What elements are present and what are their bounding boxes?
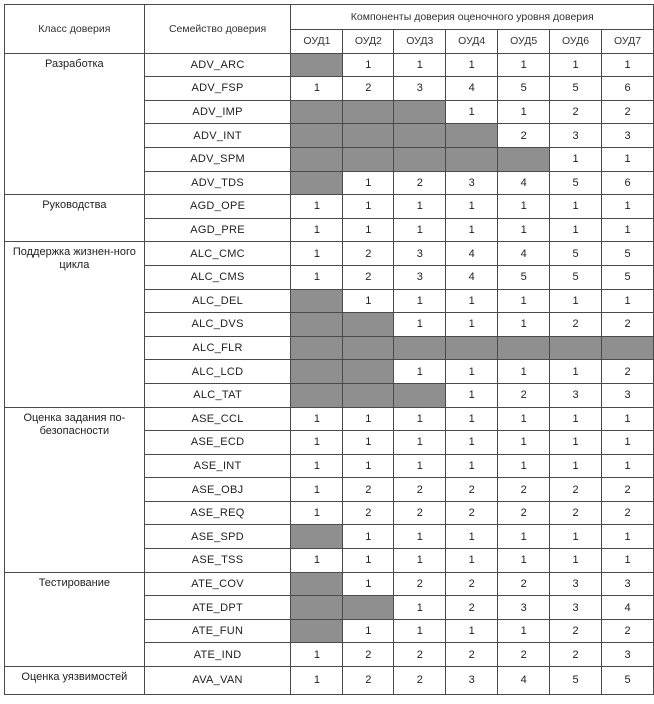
table-row	[5, 667, 654, 695]
level-value-cell: 3	[394, 265, 446, 289]
assurance-table	[4, 4, 654, 695]
level-value-cell: 2	[343, 242, 394, 266]
level-value-cell: 1	[343, 195, 394, 219]
level-value-cell: 2	[498, 383, 550, 407]
level-value-cell: 1	[291, 478, 343, 502]
family-cell: ALC_FLR	[144, 336, 291, 360]
family-cell: ATE_DPT	[144, 596, 291, 620]
level-value-cell: 1	[291, 454, 343, 478]
level-value-cell: 1	[550, 525, 602, 549]
empty-level-cell	[394, 383, 446, 407]
level-value-cell: 1	[394, 195, 446, 219]
family-cell: ALC_CMC	[144, 242, 291, 266]
level-value-cell: 2	[498, 501, 550, 525]
family-cell: ATE_FUN	[144, 619, 291, 643]
level-value-cell: 1	[446, 407, 498, 431]
level-value-cell: 1	[498, 454, 550, 478]
level-value-cell: 1	[291, 195, 343, 219]
level-value-cell: 1	[394, 431, 446, 455]
family-cell: ALC_CMS	[144, 265, 291, 289]
level-value-cell: 1	[550, 147, 602, 171]
header-family: Семейство доверия	[144, 5, 291, 54]
level-value-cell: 1	[446, 431, 498, 455]
empty-level-cell	[446, 124, 498, 148]
empty-level-cell	[291, 383, 343, 407]
level-value-cell: 1	[343, 525, 394, 549]
empty-level-cell	[291, 619, 343, 643]
level-value-cell: 3	[550, 124, 602, 148]
level-value-cell: 1	[446, 218, 498, 242]
family-cell: AGD_OPE	[144, 195, 291, 219]
level-value-cell: 1	[291, 549, 343, 573]
level-value-cell: 1	[343, 549, 394, 573]
empty-level-cell	[291, 572, 343, 596]
level-value-cell: 1	[446, 289, 498, 313]
table-row	[5, 242, 654, 266]
level-value-cell: 1	[394, 525, 446, 549]
level-value-cell: 3	[446, 667, 498, 695]
level-value-cell: 3	[550, 572, 602, 596]
level-value-cell: 2	[498, 643, 550, 667]
level-value-cell: 2	[343, 501, 394, 525]
empty-level-cell	[343, 336, 394, 360]
family-cell: ALC_DVS	[144, 313, 291, 337]
empty-level-cell	[291, 289, 343, 313]
level-value-cell: 1	[550, 360, 602, 384]
level-value-cell: 1	[394, 619, 446, 643]
family-cell: ASE_SPD	[144, 525, 291, 549]
level-value-cell: 5	[602, 265, 654, 289]
level-value-cell: 1	[550, 289, 602, 313]
class-cell: Оценка задания по-безопасности	[5, 407, 145, 572]
level-value-cell: 1	[498, 407, 550, 431]
level-value-cell: 5	[498, 77, 550, 101]
level-value-cell: 2	[602, 619, 654, 643]
level-value-cell: 1	[291, 77, 343, 101]
level-value-cell: 1	[498, 549, 550, 573]
class-cell: Поддержка жизнен-ного цикла	[5, 242, 145, 407]
level-value-cell: 1	[394, 53, 446, 77]
empty-level-cell	[446, 336, 498, 360]
level-value-cell: 4	[446, 77, 498, 101]
header-level: ОУД7	[602, 30, 654, 54]
level-value-cell: 5	[550, 667, 602, 695]
level-value-cell: 1	[394, 454, 446, 478]
level-value-cell: 1	[602, 218, 654, 242]
level-value-cell: 4	[446, 242, 498, 266]
level-value-cell: 1	[343, 619, 394, 643]
level-value-cell: 1	[394, 289, 446, 313]
header-level: ОУД4	[446, 30, 498, 54]
empty-level-cell	[291, 100, 343, 124]
header-level: ОУД3	[394, 30, 446, 54]
level-value-cell: 2	[343, 77, 394, 101]
level-value-cell: 1	[498, 360, 550, 384]
level-value-cell: 1	[550, 53, 602, 77]
level-value-cell: 1	[291, 431, 343, 455]
family-cell: ASE_ECD	[144, 431, 291, 455]
level-value-cell: 3	[602, 124, 654, 148]
table-row	[5, 407, 654, 431]
empty-level-cell	[291, 124, 343, 148]
level-value-cell: 2	[550, 478, 602, 502]
class-cell: Разработка	[5, 53, 145, 195]
level-value-cell: 1	[498, 525, 550, 549]
level-value-cell: 1	[498, 313, 550, 337]
table-row	[5, 572, 654, 596]
level-value-cell: 1	[602, 195, 654, 219]
level-value-cell: 1	[602, 525, 654, 549]
level-value-cell: 2	[394, 478, 446, 502]
empty-level-cell	[291, 147, 343, 171]
level-value-cell: 4	[498, 171, 550, 195]
level-value-cell: 3	[498, 596, 550, 620]
family-cell: ALC_TAT	[144, 383, 291, 407]
level-value-cell: 6	[602, 77, 654, 101]
family-cell: ADV_FSP	[144, 77, 291, 101]
level-value-cell: 5	[602, 667, 654, 695]
family-cell: ADV_TDS	[144, 171, 291, 195]
level-value-cell: 1	[343, 407, 394, 431]
level-value-cell: 1	[550, 407, 602, 431]
level-value-cell: 2	[343, 265, 394, 289]
level-value-cell: 2	[343, 478, 394, 502]
family-cell: ASE_TSS	[144, 549, 291, 573]
level-value-cell: 2	[446, 501, 498, 525]
empty-level-cell	[394, 100, 446, 124]
level-value-cell: 1	[498, 100, 550, 124]
level-value-cell: 5	[550, 171, 602, 195]
empty-level-cell	[291, 171, 343, 195]
level-value-cell: 2	[602, 360, 654, 384]
empty-level-cell	[291, 313, 343, 337]
level-value-cell: 2	[498, 124, 550, 148]
level-value-cell: 4	[498, 242, 550, 266]
level-value-cell: 2	[602, 100, 654, 124]
family-cell: ALC_LCD	[144, 360, 291, 384]
level-value-cell: 1	[550, 454, 602, 478]
empty-level-cell	[291, 525, 343, 549]
family-cell: ASE_CCL	[144, 407, 291, 431]
assurance-table-container	[4, 4, 654, 695]
level-value-cell: 1	[446, 454, 498, 478]
level-value-cell: 1	[550, 431, 602, 455]
level-value-cell: 2	[394, 171, 446, 195]
level-value-cell: 4	[498, 667, 550, 695]
family-cell: AGD_PRE	[144, 218, 291, 242]
level-value-cell: 1	[550, 218, 602, 242]
level-value-cell: 2	[446, 478, 498, 502]
family-cell: AVA_VAN	[144, 667, 291, 695]
family-cell: ADV_SPM	[144, 147, 291, 171]
level-value-cell: 1	[602, 549, 654, 573]
family-cell: ADV_ARC	[144, 53, 291, 77]
level-value-cell: 1	[498, 289, 550, 313]
level-value-cell: 2	[394, 572, 446, 596]
level-value-cell: 3	[602, 643, 654, 667]
level-value-cell: 1	[602, 53, 654, 77]
level-value-cell: 5	[550, 77, 602, 101]
level-value-cell: 1	[602, 289, 654, 313]
level-value-cell: 1	[343, 218, 394, 242]
level-value-cell: 2	[602, 501, 654, 525]
level-value-cell: 2	[550, 100, 602, 124]
level-value-cell: 2	[550, 313, 602, 337]
empty-level-cell	[343, 596, 394, 620]
empty-level-cell	[498, 336, 550, 360]
level-value-cell: 1	[291, 265, 343, 289]
family-cell: ASE_OBJ	[144, 478, 291, 502]
level-value-cell: 2	[394, 501, 446, 525]
empty-level-cell	[343, 147, 394, 171]
level-value-cell: 1	[394, 407, 446, 431]
level-value-cell: 5	[498, 265, 550, 289]
level-value-cell: 1	[291, 643, 343, 667]
level-value-cell: 1	[291, 218, 343, 242]
level-value-cell: 1	[446, 383, 498, 407]
level-value-cell: 1	[602, 147, 654, 171]
level-value-cell: 1	[343, 289, 394, 313]
level-value-cell: 2	[343, 643, 394, 667]
empty-level-cell	[602, 336, 654, 360]
family-cell: ADV_INT	[144, 124, 291, 148]
empty-level-cell	[394, 147, 446, 171]
empty-level-cell	[343, 100, 394, 124]
level-value-cell: 1	[498, 619, 550, 643]
header-level: ОУД5	[498, 30, 550, 54]
level-value-cell: 1	[602, 431, 654, 455]
level-value-cell: 1	[446, 525, 498, 549]
header-components: Компоненты доверия оценочного уровня доверия	[291, 5, 654, 30]
level-value-cell: 2	[343, 667, 394, 695]
level-value-cell: 2	[550, 501, 602, 525]
level-value-cell: 2	[446, 572, 498, 596]
table-row	[5, 195, 654, 219]
level-value-cell: 1	[394, 313, 446, 337]
level-value-cell: 2	[498, 478, 550, 502]
empty-level-cell	[343, 383, 394, 407]
level-value-cell: 2	[550, 619, 602, 643]
level-value-cell: 1	[446, 619, 498, 643]
level-value-cell: 1	[343, 454, 394, 478]
level-value-cell: 2	[394, 643, 446, 667]
level-value-cell: 1	[446, 195, 498, 219]
level-value-cell: 1	[498, 195, 550, 219]
level-value-cell: 1	[343, 53, 394, 77]
level-value-cell: 1	[343, 431, 394, 455]
level-value-cell: 2	[550, 643, 602, 667]
level-value-cell: 3	[446, 171, 498, 195]
family-cell: ASE_REQ	[144, 501, 291, 525]
level-value-cell: 1	[446, 100, 498, 124]
level-value-cell: 1	[446, 313, 498, 337]
family-cell: ATE_COV	[144, 572, 291, 596]
empty-level-cell	[291, 596, 343, 620]
class-cell: Оценка уязвимостей	[5, 667, 145, 695]
level-value-cell: 1	[498, 431, 550, 455]
header-level: ОУД6	[550, 30, 602, 54]
level-value-cell: 5	[550, 265, 602, 289]
level-value-cell: 4	[602, 596, 654, 620]
level-value-cell: 2	[446, 596, 498, 620]
level-value-cell: 3	[602, 383, 654, 407]
level-value-cell: 2	[446, 643, 498, 667]
level-value-cell: 1	[394, 360, 446, 384]
family-cell: ALC_DEL	[144, 289, 291, 313]
level-value-cell: 3	[550, 383, 602, 407]
level-value-cell: 1	[343, 572, 394, 596]
level-value-cell: 1	[291, 242, 343, 266]
level-value-cell: 1	[343, 171, 394, 195]
level-value-cell: 1	[291, 501, 343, 525]
level-value-cell: 3	[394, 77, 446, 101]
level-value-cell: 2	[394, 667, 446, 695]
empty-level-cell	[343, 313, 394, 337]
level-value-cell: 3	[602, 572, 654, 596]
level-value-cell: 2	[498, 572, 550, 596]
level-value-cell: 1	[498, 53, 550, 77]
level-value-cell: 5	[550, 242, 602, 266]
level-value-cell: 1	[498, 218, 550, 242]
level-value-cell: 2	[602, 478, 654, 502]
table-row	[5, 53, 654, 77]
level-value-cell: 1	[394, 549, 446, 573]
empty-level-cell	[394, 336, 446, 360]
table-body	[5, 53, 654, 694]
level-value-cell: 1	[446, 53, 498, 77]
level-value-cell: 1	[550, 195, 602, 219]
class-cell: Тестирование	[5, 572, 145, 666]
level-value-cell: 1	[291, 667, 343, 695]
level-value-cell: 3	[550, 596, 602, 620]
empty-level-cell	[291, 360, 343, 384]
level-value-cell: 2	[602, 313, 654, 337]
header-level: ОУД1	[291, 30, 343, 54]
class-cell: Руководства	[5, 195, 145, 242]
level-value-cell: 1	[446, 360, 498, 384]
empty-level-cell	[550, 336, 602, 360]
header-class: Класс доверия	[5, 5, 145, 54]
level-value-cell: 1	[602, 407, 654, 431]
level-value-cell: 1	[291, 407, 343, 431]
level-value-cell: 3	[394, 242, 446, 266]
level-value-cell: 1	[602, 454, 654, 478]
level-value-cell: 6	[602, 171, 654, 195]
header-level: ОУД2	[343, 30, 394, 54]
family-cell: ASE_INT	[144, 454, 291, 478]
level-value-cell: 1	[550, 549, 602, 573]
level-value-cell: 1	[446, 549, 498, 573]
empty-level-cell	[394, 124, 446, 148]
level-value-cell: 4	[446, 265, 498, 289]
level-value-cell: 1	[394, 596, 446, 620]
family-cell: ATE_IND	[144, 643, 291, 667]
empty-level-cell	[291, 336, 343, 360]
family-cell: ADV_IMP	[144, 100, 291, 124]
level-value-cell: 5	[602, 242, 654, 266]
empty-level-cell	[343, 360, 394, 384]
level-value-cell: 1	[394, 218, 446, 242]
empty-level-cell	[291, 53, 343, 77]
empty-level-cell	[343, 124, 394, 148]
empty-level-cell	[498, 147, 550, 171]
empty-level-cell	[446, 147, 498, 171]
